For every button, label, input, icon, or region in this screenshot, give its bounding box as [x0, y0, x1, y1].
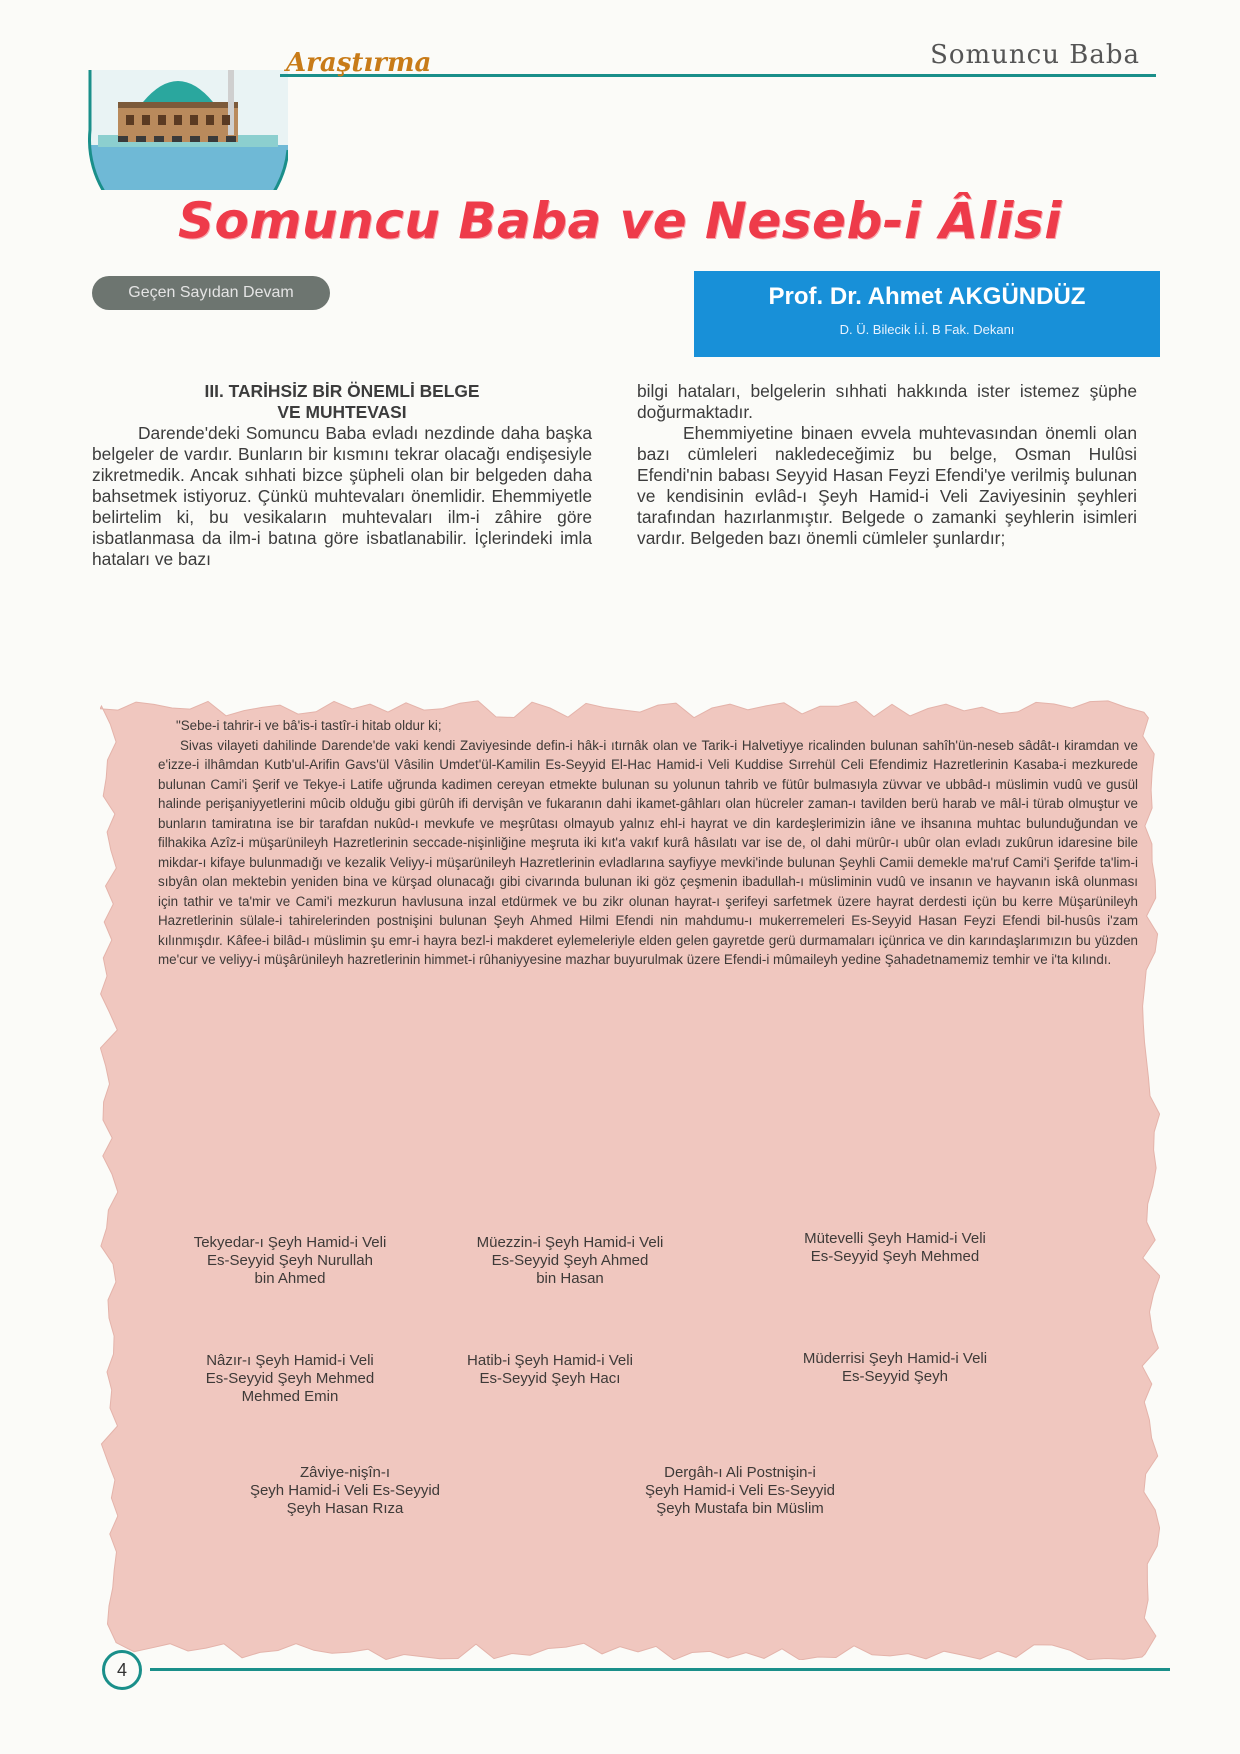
- signature-block: Nâzır-ı Şeyh Hamid-i Veli Es-Seyyid Şeyh Mehmed Mehmed Emin: [205, 1352, 375, 1405]
- section-heading: [92, 381, 592, 423]
- footer-rule: [150, 1668, 1170, 1671]
- paragraph: Ehemmiyetine binaen evvela muhtevasından önemli olan bazı cümleleri nakledeceğimiz bu belge, Osman Hulûsi Efendi'nin babası Seyyid Hasan Feyzi Efendi'ye verilmiş bulunan ve kendisinin evlâd-ı Şeyh Hamid-i Veli Zaviyesinin şeyhleri tarafından hazırlanmıştır. Belgede o zamanki şeyhlerin isimleri vardır. Belgeden bazı önemli cümleler şunlardır;: [637, 423, 1137, 548]
- signature-block: Müderrisi Şeyh Hamid-i Veli Es-Seyyid Şeyh: [802, 1350, 988, 1385]
- continued-badge: Geçen Sayıdan Devam: [92, 276, 330, 310]
- article-column-right: [637, 381, 1137, 549]
- mosque-logo: [88, 40, 288, 190]
- paragraph: bilgi hataları, belgelerin sıhhati hakkında ister istemez şüphe doğurmaktadır.: [637, 381, 1137, 422]
- author-name: Prof. Dr. Ahmet AKGÜNDÜZ: [768, 283, 1086, 310]
- signature-block: Zâviye-nişîn-ı Şeyh Hamid-i Veli Es-Seyyid Şeyh Hasan Rıza: [249, 1464, 441, 1517]
- article-column-left: [92, 381, 592, 570]
- author-affiliation: D. Ü. Bilecik İ.İ. B Fak. Dekanı: [839, 322, 1015, 337]
- article-title: Somuncu Baba ve Neseb-i Âlisi: [178, 192, 1062, 250]
- author-box: [694, 271, 1160, 357]
- page-number: 4: [102, 1650, 142, 1690]
- document-body: Sivas vilayeti dahilinde Darende'de vaki kendi Zaviyesinde defin-i hâk-i ıtırnâk olan ve Tarik-i Halvetiyye ricalinden bulunan sahîh'ün-neseb sâdât-ı kiramdan ve e'izze-i ilhâmdan Kutb'ul-Arifin Gavs'ül Vâsilin Umdet'ül-Kamilin Es-Seyyid El-Hac Hamid-i Veli Kuddise Sırrehül Celi Efendimiz Hazretlerinin Kasaba-i mezkurede bulunan Cami'i Şerif ve Tekye-i Latife uğrunda kadimen cereyan etmekte bulunan su yolunun tahrib ve fütûr bulmasıyla züvvar ve ubbâd-ı müslimin vudû ve gusül halinde perişaniyyetlerini mûcib olduğu gibi gürûh ifi dervişân ve fukaranın dahi ikamet-gâhları olan hücreler zaman-ı tavilden berü harab ve mâl-i türab olmuştur ve bunların tamiratına ise bir tarafdan nukûd-ı mevkufe ve meşrûtası olmayub yalnız ehl-i hayrat ve din kardeşlerimizin iâne ve ihsanına muhtac bulunduğundan ve filhakika Azîz-i müşarünileyh Hazretlerinin seccade-nişinliğine meşruta iki kıt'a vakıf kurâ hâsılatı var ise de, ol dahi mürûr-ı ubûr olan evladı zukûrun idaresine bile mikdar-ı kifaye bulunmadığı ve kezalik Veliyy-i müşarünileyh Hazretlerinin evladlarına sayfiyye mevki'inde bulunan Şeyhli Camii demekle ma'ruf Cami'i Şerifde ta'lim-i sıbyân olan mektebin yeniden bina ve kürşad olunacağı gibi civarında bulunan iki göz çeşmenin ibadullah-ı müsliminin vudû ve insanın ve hayvanın iskâ olunması için tathir ve ta'mir ve Cami'i mezkurun havlusuna inzal etdürmek ve bu zikr olunan hayrat-ı şerifeyi sarfetmek üzere hayrat derdesti içün bu kerre Müşarünileyh Hazretlerinin sülale-i tahirelerinden postnişini bulunan Şeyh Ahmed Hilmi Efendi nin mahdumu-ı mukerremeleri Es-Seyyid Hasan Feyzi Efendi bil-husûs i'zam kılınmışdır. Kâfee-i bilâd-ı müslimin şu emr-i hayra bezl-i makderet eylemeleriyle elden gelen gayretde gerü durmamaları içünrica ve din karındaşlarımızın bu yüzden me'cur ve veliyy-i müşârünileyh hazretlerinin himmet-i rûhaniyyesine mazhar buyurulmak üzere Efendi-i mûmaileyh yedine Şahadetnamemiz temhir ve i'ta kılındı.: [158, 737, 1138, 967]
- document-text: [158, 716, 1138, 970]
- signature-block: Tekyedar-ı Şeyh Hamid-i Veli Es-Seyyid Şeyh Nurullah bin Ahmed: [193, 1234, 387, 1287]
- section-heading-line1: III. TARİHSİZ BİR ÖNEMLİ BELGE: [204, 381, 480, 401]
- signature-block: Dergâh-ı Ali Postnişin-i Şeyh Hamid-i Veli Es-Seyyid Şeyh Mustafa bin Müslim: [644, 1464, 836, 1517]
- signature-block: Müezzin-i Şeyh Hamid-i Veli Es-Seyyid Şeyh Ahmed bin Hasan: [476, 1234, 664, 1287]
- signature-block: Hatib-i Şeyh Hamid-i Veli Es-Seyyid Şeyh Hacı: [467, 1352, 633, 1387]
- magazine-name: Somuncu Baba: [930, 40, 1140, 70]
- section-label: Araştırma: [286, 48, 432, 78]
- paragraph: Darende'deki Somuncu Baba evladı nezdinde daha başka belgeler de vardır. Bunların bir kısmını tekrar olacağı endişesiyle zikretmedik. Ancak sıhhati bizce şüpheli olan bir belgeden daha bahsetmek istiyoruz. Çünkü muhtevaları önemlidir. Ehemmiyetle belirtelim ki, bu vesikaların muhtevaları ilm-i zâhire göre isbatlanmasa da ilm-i batına göre isbatlanabilir. İçlerindeki imla hataları ve bazı: [92, 423, 592, 569]
- signature-block: Mütevelli Şeyh Hamid-i Veli Es-Seyyid Şeyh Mehmed: [804, 1230, 986, 1265]
- document-opening: "Sebe-i tahrir-i ve bâ'is-i tastîr-i hitab oldur ki;: [176, 718, 442, 733]
- section-heading-line2: VE MUHTEVASI: [277, 402, 407, 422]
